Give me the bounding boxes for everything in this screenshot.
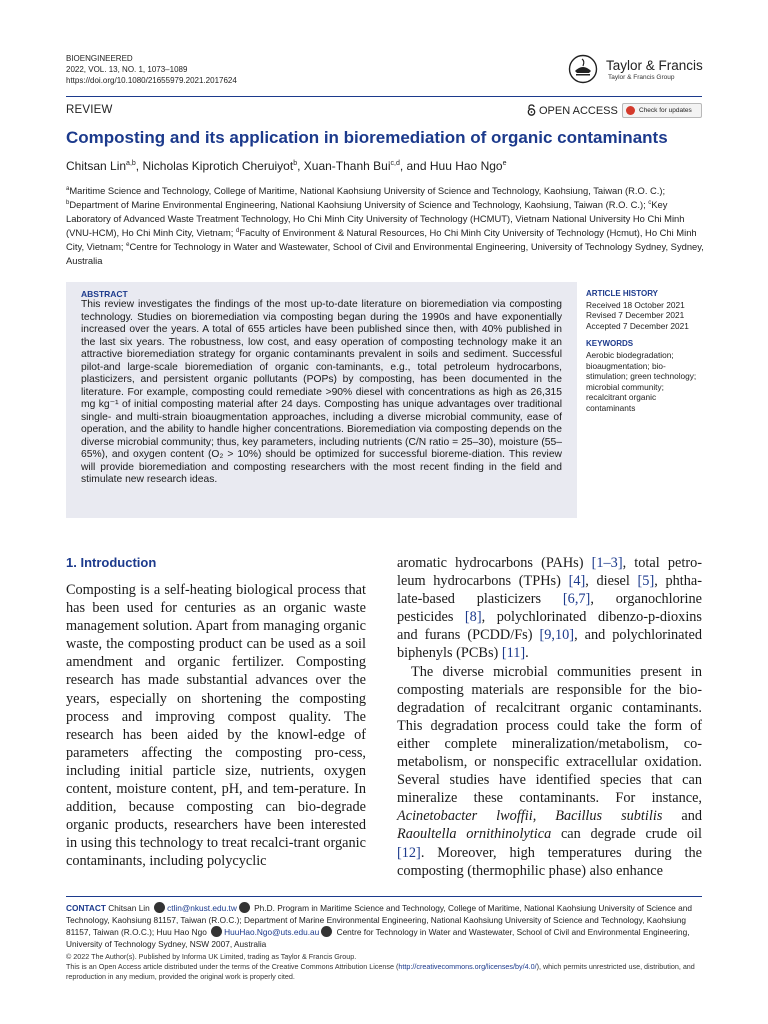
check-for-updates-button[interactable] — [622, 103, 702, 118]
revised-date: Revised 7 December 2021 — [586, 310, 685, 321]
citation-link[interactable]: [1–3] — [591, 555, 623, 571]
body-text: aromatic hydrocarbons (PAHs) — [397, 555, 592, 571]
email-link[interactable]: ctlin@nkust.edu.tw — [167, 903, 237, 913]
body-text: can degrade crude oil — [551, 826, 702, 843]
contact-name: Chitsan Lin — [105, 903, 153, 913]
email-icon — [154, 902, 165, 913]
open-access-lock-icon — [527, 104, 536, 116]
citation-link[interactable]: [9,10] — [539, 627, 575, 644]
license-text: This is an Open Access article distributed under the terms of the Creative Commons Attribution License ( — [66, 962, 399, 971]
affil-sup: d — [236, 227, 240, 234]
contact-text: Ph.D. Program in Maritime Science and Technology, College of Maritime, National Kaohsiung University of Science and Technology, Kaohsiung 81157, Taiwan (R.O.C.); Department of Marine Environmental Engineering, National Kaohsiung University of Science and Technology, Kaohsiung 81157, Taiwan (R.O.C.); Huu Hao Ngo — [66, 903, 692, 937]
intro-left-column: Composting is a self-heating biological process that has been used for centuries as an organic waste management solution. Apart from managing organic waste, the composting product can be used as a soil amendment and organic fertilizer. Composting research has made substantial advances over the years, especially on shortening the composting process and improving compost quality. The research has been aided by the knowl-edge of parameters affecting the composting pro-cess, including initial particle size, nutrients, oxygen content, moisture content, pH, and tem-perature. In addition, because composting can bio-degrade organic products, researchers have been interested in using this technology to treat recalci-trant organic contaminants, including polycyclic — [66, 582, 366, 870]
affil-sup: c — [648, 200, 652, 207]
check-updates-label: Check for updates — [639, 106, 692, 114]
citation-link[interactable]: [11] — [501, 645, 526, 662]
affil-text: Department of Marine Environmental Engineering, National Kaohsiung University of Science and Technology, Kaohsiung, Taiwan (R.O. C.); — [69, 199, 649, 211]
email-icon — [239, 902, 250, 913]
body-text: and — [662, 808, 703, 825]
email-icon — [321, 926, 332, 937]
intro-paragraph-2 — [397, 663, 702, 880]
citation-link[interactable]: [6,7] — [562, 591, 591, 608]
citation-link[interactable]: [4] — [568, 573, 586, 590]
article-title: Composting and its application in bioremediation of organic contaminants — [66, 128, 668, 147]
affil-sup: e — [126, 242, 130, 249]
citation-link[interactable]: [8] — [464, 609, 482, 626]
abstract-heading: ABSTRACT — [81, 289, 128, 299]
intro-right-column — [397, 554, 702, 880]
accepted-date: Accepted 7 December 2021 — [586, 320, 689, 331]
body-text: , diesel — [585, 573, 638, 590]
author-sup: a,b — [126, 160, 136, 167]
author-name[interactable]: , and Huu Hao Ngo — [399, 159, 503, 173]
email-link[interactable]: HuuHao.Ngo@uts.edu.au — [224, 927, 320, 937]
author-list — [66, 159, 506, 173]
affil-text: Maritime Science and Technology, College of Maritime, National Kaohsiung University of Science and Technology, Kaohsiung, Taiwan (R.O. C.); — [69, 185, 666, 197]
affil-sup: a — [66, 186, 70, 192]
journal-name: BIOENGINEERED — [66, 54, 133, 63]
publisher-logo[interactable] — [568, 52, 708, 92]
intro-paragraph-1 — [397, 554, 702, 663]
keywords-heading: KEYWORDS — [586, 339, 634, 349]
open-access-label: OPEN ACCESS — [539, 105, 618, 117]
author-sup: b — [293, 160, 298, 167]
affil-text: Faculty of Environment & Natural Resources, Ho Chi Minh City University of Technology (Hcmut), Ho Chi Minh City, Vietnam; — [66, 226, 697, 253]
publisher-name: Taylor & Francis — [606, 58, 703, 73]
license-line — [66, 962, 706, 982]
author-name[interactable]: , Xuan-Thanh Bui — [297, 159, 391, 173]
contact-text: Centre for Technology in Water and Wastewater, School of Civil and Environmental Engineering, University of Technology Sydney, NSW 2007, Australia — [66, 927, 690, 949]
journal-doi-link[interactable]: https://doi.org/10.1080/21655979.2021.2017624 — [66, 76, 237, 85]
body-text: , organochlorine pesticides — [397, 591, 702, 626]
citation-link[interactable]: [5] — [637, 573, 655, 590]
author-name[interactable]: Chitsan Lin — [66, 159, 127, 173]
article-history-heading: ARTICLE HISTORY — [586, 289, 659, 298]
contact-label: CONTACT — [66, 903, 106, 913]
species-name: Acinetobacter lwoffii, Bacillus subtilis — [397, 808, 663, 825]
affil-sup: b — [66, 200, 70, 207]
section-heading: 1. Introduction — [66, 555, 157, 570]
body-text: , phtha-late-based plasticizers — [397, 573, 702, 608]
license-link[interactable]: http://creativecommons.org/licenses/by/4.0/ — [398, 962, 537, 971]
article-type: REVIEW — [66, 104, 113, 116]
author-sup: c,d — [390, 160, 400, 167]
taylor-francis-lamp-icon — [568, 54, 598, 84]
affiliations — [66, 183, 706, 267]
article-sidebar — [586, 289, 706, 414]
contact-info — [66, 902, 706, 950]
email-icon — [211, 926, 222, 937]
body-text: . — [525, 645, 529, 662]
author-name[interactable]: , Nicholas Kiprotich Cheruiyot — [135, 159, 294, 173]
affil-text: Centre for Technology in Water and Wastewater, School of Civil and Environmental Engineering, University of Technology Sydney, Sydney, Australia — [66, 241, 704, 266]
copyright-notice — [66, 952, 706, 982]
license-text: ), which permits unrestricted use, distribution, and reproduction in any medium, provided the original work is properly cited. — [66, 962, 695, 981]
body-text: , polychlorinated dibenzo-p-dioxins and furans (PCDD/Fs) — [397, 609, 702, 644]
keywords-text: Aerobic biodegradation; bioaugmentation; bio-stimulation; green technology; microbial community; recalcitrant organic contaminants — [586, 349, 697, 413]
body-text: , total petro-leum hydrocarbons (TPHs) — [397, 555, 702, 590]
abstract-text: This review investigates the findings of the most up-to-date literature on bioremediation via composting technology. Studies on bioremediation via composting began during the 1990s and have exponentially increased over the years. A total of 655 articles have been published since then, with 40% published in the last six years. The robustness, low cost, and easy operation of composting technology make it an attractive bioremediation strategy for organic contaminants prevalent in soils and sediment. Successful pilot-and large-scale bioremediation of organic con-taminants, e.g., total petroleum hydrocarbons, plasticizers, and persistent organic pollutants (POPs) by composting, has been documented in the literature. For example, composting could remediate >90% diesel with concentrations as high as 26,315 mg kg⁻¹ of initial composting material after 24 days. Composting has unique advantages over traditional single- and multi-strain bioaugmentation approaches, including a diverse microbial community, ease of operation, and the ability to handle higher concentrations. Bioremediation via composting depends on the diverse microbial community; thus, key parameters, including nutrients (C/N ratio = 25–30), moisture (55–65%), and oxygen content (O₂ > 10%) should be optimized for successful bioreme-diation. This review will provide bioremediation and composting researchers with the most recent finding in the field and stimulate new research ideas. — [81, 299, 562, 485]
journal-volume: 2022, VOL. 13, NO. 1, 1073–1089 — [66, 65, 188, 74]
citation-link[interactable]: [12] — [397, 844, 421, 861]
received-date: Received 18 October 2021 — [586, 299, 685, 310]
body-text: , and polychlorinated biphenyls (PCBs) — [397, 627, 702, 662]
copyright-line: © 2022 The Author(s). Published by Informa UK Limited, trading as Taylor & Francis Group. — [66, 952, 357, 961]
crossmark-icon — [626, 106, 635, 115]
open-access-badge — [527, 104, 618, 117]
journal-info — [66, 53, 237, 86]
affil-text: Key Laboratory of Advanced Waste Treatment Technology, Ho Chi Minh City University of Technology (HCMUT), Vietnam National University Ho Chi Minh (VNU-HCM), Ho Chi Minh City, Vietnam; — [66, 199, 685, 238]
author-sup: e — [502, 160, 507, 167]
publisher-group: Taylor & Francis Group — [608, 74, 675, 81]
header-divider — [66, 96, 702, 97]
body-text: The diverse microbial communities present in composting materials are responsible for the bio-degradation of recalcitrant organic contaminants. This degradation process could take the form of either complete mineralization/metabolism, co-metabolism, or nonspecific extracellular oxidation. Several studies have identified species that can mineralize these contaminants. For instance, — [397, 663, 702, 807]
body-text: . Moreover, high temperatures during the composting (thermophilic phase) also enhance — [397, 844, 702, 879]
footer-divider — [66, 896, 702, 897]
species-name: Raoultella ornithinolytica — [397, 826, 552, 843]
